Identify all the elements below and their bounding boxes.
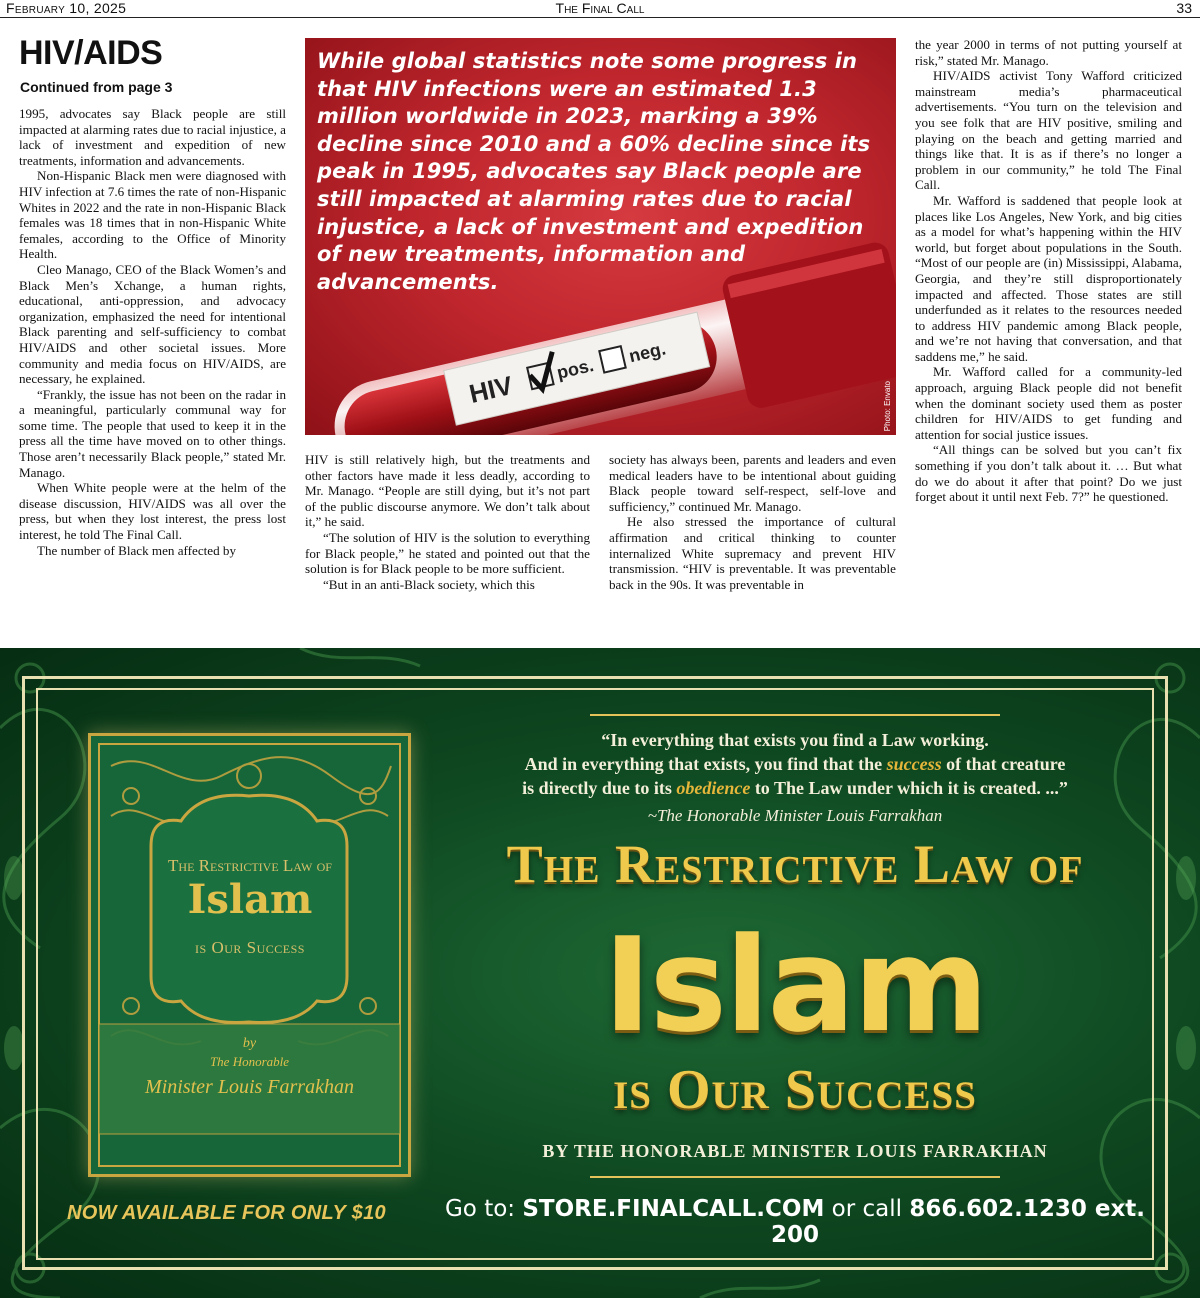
book-by: by bbox=[242, 1036, 257, 1051]
ad-title-main: Islam bbox=[603, 909, 987, 1061]
quote-emphasis-success: success bbox=[886, 754, 942, 774]
photo-credit: Photo: Envato bbox=[883, 380, 892, 431]
ad-call-to-action[interactable] bbox=[430, 1196, 1160, 1248]
book-title-bottom: is Our Success bbox=[195, 938, 305, 957]
tube-label-pos: pos. bbox=[554, 355, 596, 383]
quote-attribution: ~The Honorable Minister Louis Farrakhan bbox=[647, 806, 943, 825]
article-headline: HIV/AIDS bbox=[19, 34, 163, 72]
quote-line-3 bbox=[430, 776, 1160, 800]
quote-emphasis-obedience: obedience bbox=[676, 778, 751, 798]
page-number: 33 bbox=[1176, 0, 1192, 16]
issue-date: February 10, 2025 bbox=[6, 0, 127, 16]
newspaper-name: The Final Call bbox=[555, 0, 645, 16]
tube-label-hiv: HIV bbox=[466, 369, 516, 409]
running-header bbox=[0, 0, 1200, 18]
paragraph: HIV/AIDS activist Tony Wafford criticized mainstream media’s pharmaceutical advertisements. “You turn on the television and you see folk that are HIV positive, smiling and playing on the beach and getting married and things like that. It is as if there’s no longer a problem in our community,” he told The Final Call. bbox=[915, 68, 1182, 193]
tube-label-neg: neg. bbox=[627, 338, 668, 367]
pull-quote-photo bbox=[305, 38, 896, 435]
paragraph: Mr. Wafford called for a community-led approach, arguing Black people did not benefit when the dominant society used them as poster children for HIV/AIDS to get funding and attention for social justice issues. bbox=[915, 364, 1182, 442]
pull-quote-text: While global statistics note some progress in that HIV infections were an estimated 1.3 million worldwide in 2023, marking a 39% decline since 2010 and a 60% decline since its peak in 1995, advocates say Black people are still impacted at alarming rates due to racial injustice, a lack of investment and expedition of new treatments, information and advancements. bbox=[317, 49, 871, 294]
article-column-3 bbox=[609, 452, 896, 592]
article-column-1 bbox=[19, 106, 286, 558]
book-author-honorific: The Honorable bbox=[209, 1054, 290, 1069]
paragraph: He also stressed the importance of cultural affirmation and critical thinking to counter internalized White supremacy and prevent HIV transmission. “HIV is preventable. It was preventable back in the 90s. It was preventable in bbox=[609, 514, 896, 592]
paragraph: the year 2000 in terms of not putting yourself at risk,” stated Mr. Manago. bbox=[915, 37, 1182, 68]
paragraph: When White people were at the helm of the disease discussion, HIV/AIDS was all over the press, but when they lost interest, the press lost interest, he told The Final Call. bbox=[19, 480, 286, 543]
book-cover[interactable] bbox=[88, 733, 411, 1177]
quote-text: of that creature bbox=[941, 754, 1066, 774]
paragraph: “The solution of HIV is the solution to everything for Black people,” he stated and pointed out that the solution is for Black people to be more sufficient. bbox=[305, 529, 590, 577]
quote-text: is directly due to its bbox=[522, 778, 677, 798]
ad-title-top: The Restrictive Law of bbox=[506, 834, 1084, 894]
paragraph: The number of Black men affected by bbox=[37, 542, 236, 558]
paragraph: Non-Hispanic Black men were diagnosed with HIV infection at 7.6 times the rate of non-Hispanic Whites in 2022 and the rate in non-Hispanic Black females was 18 times that in non-Hispanic White females, according to the Office of Minority Health. bbox=[19, 168, 287, 262]
quote-line-2 bbox=[430, 752, 1160, 776]
ad-quote bbox=[430, 728, 1160, 800]
paragraph: “But in an anti-Black society, which this bbox=[323, 576, 535, 592]
quote-text: And in everything that exists, you find that the bbox=[524, 754, 887, 774]
store-url-link[interactable]: STORE.FINALCALL.COM bbox=[522, 1196, 825, 1222]
book-title-main: Islam bbox=[187, 876, 313, 923]
ad-author-byline: BY THE HONORABLE MINISTER LOUIS FARRAKHAN bbox=[542, 1141, 1048, 1161]
article-column-4 bbox=[915, 37, 1182, 505]
paragraph: “Frankly, the issue has not been on the radar in a meaningful, particularly communal way for some time. The people that used to keep it in the press all the time have moved on to other things. Those aren’t necessarily Black people,” stated Mr. Manago. bbox=[19, 386, 286, 480]
call-label: or call bbox=[824, 1196, 910, 1222]
quote-top-rule bbox=[590, 714, 1000, 716]
goto-label: Go to: bbox=[444, 1196, 523, 1222]
book-advertisement[interactable] bbox=[0, 648, 1200, 1298]
paragraph: “All things can be solved but you can’t fix something if you don’t talk about it. … But what do we do about it after that point? Do we just forget about it until next Feb. 7?” he questioned. bbox=[915, 442, 1182, 505]
book-author-name: Minister Louis Farrakhan bbox=[145, 1076, 354, 1098]
book-title-plate bbox=[135, 846, 365, 984]
quote-text: to The Law under which it is created. ...” bbox=[750, 778, 1068, 798]
book-title-top: The Restrictive Law of bbox=[168, 856, 332, 875]
phone-number[interactable]: 866.602.1230 ext. 200 bbox=[770, 1196, 1146, 1248]
byline-bottom-rule bbox=[590, 1176, 1000, 1178]
paragraph: Mr. Wafford is saddened that people look at places like Los Angeles, New York, and big cities as a model for what’s happening within the HIV world, but forget about populations in the South. “Most of our people are (in) Mississippi, Alabama, Georgia, and they’re still disproportionately impacted and affected. Those states are still underfunded as it relates to the resources needed to address HIV pandemic among Black people, and we’re not having that conversation, and that saddens me,” he said. bbox=[915, 192, 1182, 364]
continued-note: Continued from page 3 bbox=[20, 79, 173, 95]
availability-price: NOW AVAILABLE FOR ONLY $10 bbox=[67, 1202, 386, 1224]
article-column-2 bbox=[305, 452, 590, 592]
ad-title-bottom: is Our Success bbox=[613, 1059, 977, 1121]
quote-line-1: “In everything that exists you find a Law working. bbox=[601, 730, 989, 750]
paragraph: HIV is still relatively high, but the treatments and other factors have made it less deadly, according to Mr. Manago. “People are still dying, but it’s not part of the public discourse anymore. We don’t talk about it,” he said. bbox=[305, 452, 590, 530]
paragraph: Cleo Manago, CEO of the Black Women’s and Black Men’s Xchange, a human rights, educational, anti-oppression, and advocacy organization, emphasized the need for intentional Black parenting and self-sufficiency to combat HIV/AIDS and other societal issues. More community and media focus on HIV/AIDS, are necessary, he explained. bbox=[19, 261, 286, 387]
paragraph: society has always been, parents and leaders and even medical leaders have to be intentional about guiding Black people toward self-respect, self-love and sufficiency,” continued Mr. Manago. bbox=[609, 452, 896, 514]
paragraph: 1995, advocates say Black people are still impacted at alarming rates due to racial injustice, a lack of investment and expedition of new treatments, information and advancements. bbox=[19, 106, 286, 168]
